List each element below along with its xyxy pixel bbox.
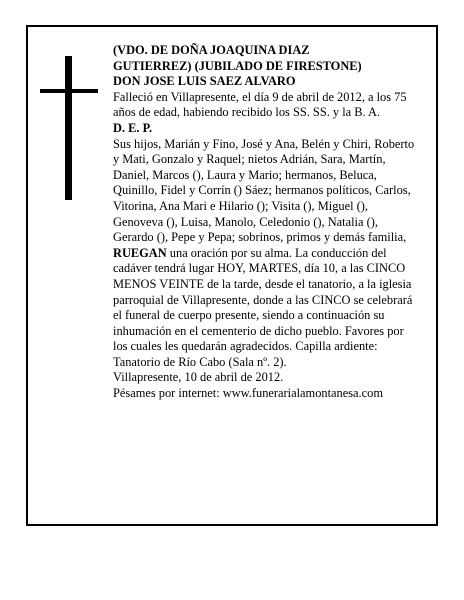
header-line-2: GUTIERREZ) (JUBILADO DE FIRESTONE) bbox=[113, 58, 362, 73]
deceased-name: DON JOSE LUIS SAEZ ALVARO bbox=[113, 74, 296, 89]
cross-horizontal-bar bbox=[40, 89, 98, 93]
cross-icon bbox=[40, 56, 98, 200]
condolences-line: Pésames por internet: www.funerarialamontanesa.com bbox=[113, 386, 383, 401]
notice-content bbox=[113, 43, 421, 402]
death-announcement: Falleció en Villapresente, el día 9 de abril de 2012, a los 75 años de edad, habiendo recibido los SS. SS. y la B. A. bbox=[113, 89, 407, 120]
cross-vertical-bar bbox=[65, 56, 72, 200]
obituary-notice bbox=[26, 25, 438, 526]
ruegan-text: una oración por su alma. La conducción del cadáver tendrá lugar HOY, MARTES, día 10, a las CINCO MENOS VEINTE de la tarde, desde el tanatorio, a la iglesia parroquial de Villapresente, donde a las CINCO se celebrará el funeral de cuerpo presente, siendo a continuación su inhumación en el cementerio de dicho pueblo. Favores por los cuales les quedarán agradecidos. Capilla ardiente: Tanatorio de Río Cabo (Sala nº. 2). bbox=[113, 245, 413, 369]
ruegan-paragraph bbox=[113, 246, 421, 371]
dep-line: D. E. P. bbox=[113, 120, 153, 135]
ruegan-label: RUEGAN bbox=[113, 245, 167, 260]
family-list: Sus hijos, Marián y Fino, José y Ana, Belén y Chiri, Roberto y Mati, Gonzalo y Raquel; nietos Adrián, Sara, Martín, Daniel, Marcos (), Laura y Mario; hermanos, Beluca, Quinillo, Fidel y Corrín () Sáez; hermanos políticos, Carlos, Vitorina, Ana Mari e Hilario (); Visita (), Miguel (), Genoveva (), Luisa, Manolo, Celedonio (), Natalia (), Gerardo (), Pepe y Pepa; sobrinos, primos y demás familia, bbox=[113, 136, 415, 245]
date-line: Villapresente, 10 de abril de 2012. bbox=[113, 370, 284, 385]
header-line-1: (VDO. DE DOÑA JOAQUINA DIAZ bbox=[113, 43, 310, 57]
